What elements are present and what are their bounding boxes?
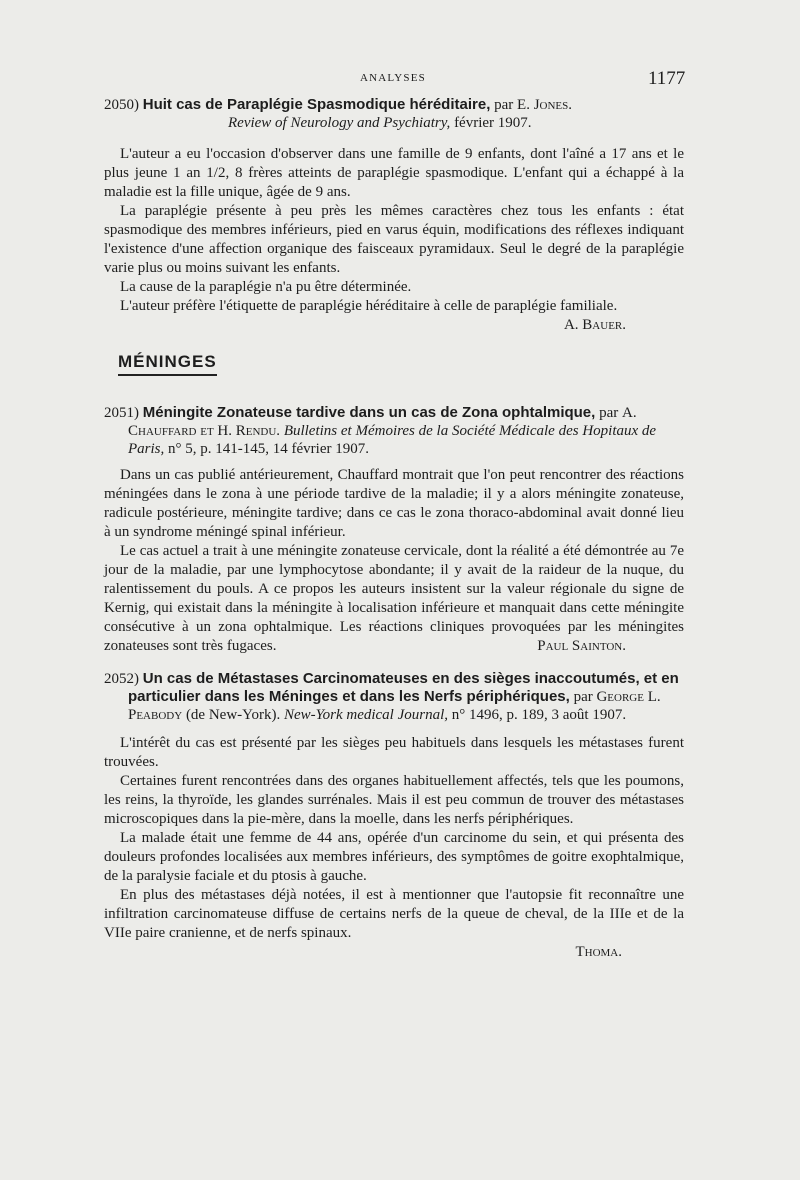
entry-title: Huit cas de Paraplégie Spasmodique héréditaire, [142,96,491,113]
authors: A. Chauffard et H. Rendu. [128,405,637,439]
paragraph: Dans un cas publié antérieurement, Chauffard montrait que l'on peut rencontrer des réactions méningées dans le zona à une période tardive de la maladie; il y a alors méningite zonateuse, radicule postérieure, méningite tardive; dans ce cas le zona thoraco-abdominal avait donné lieu à un syndrome méningé spinal inférieur. [104,467,684,540]
section-title: MÉNINGES [118,352,217,376]
author: George L. Peabody [128,689,661,723]
paragraph: L'intérêt du cas est présenté par les sièges peu habituels dans lesquels les métastases furent trouvées. [104,735,684,770]
running-head [0,70,800,92]
entry-number: 2050) [104,97,139,113]
paragraph: La cause de la paraplégie n'a pu être déterminée. [120,279,412,295]
paragraph: La malade était une femme de 44 ans, opérée d'un carcinome du sein, et qui présenta des douleurs profondes localisées aux membres inférieurs, des symptômes de goitre exophtalmique, de la paralysie faciale et du ptosis à gauche. [104,830,684,884]
paragraph-text: Le cas actuel a trait à une méningite zonateuse cervicale, dont la réalité a été démontrée au 7e jour de la maladie, par une lymphocytose abondante; il y avait de la raideur de la nuque, du ralentissement du pouls. A ce propos les auteurs insistent sur la valeur régionale du signe de Kernig, qui existait dans la méningite à localisation inférieure et manquait dans cette méningite consécutive à un zona ophtalmique. Les réactions cliniques provoquées par les méningites zonateuses sont très fugaces. [104,543,684,654]
entry-2050-heading [104,96,684,132]
reference: n° 5, p. 141-145, 14 février 1907. [164,441,369,457]
paragraph: L'auteur a eu l'occasion d'observer dans une famille de 9 enfants, dont l'aîné a 17 ans et le plus jeune 1 an 1/2, 8 frères atteints de paraplégie spasmodique. L'enfant qui a échappé à la maladie est la fille unique, âgée de 9 ans. [104,146,684,200]
page-content [104,96,684,962]
author-initial: E. [517,97,534,113]
entry-title: Un cas de Métastases Carcinomateuses en des sièges inaccoutumés, et en particulier dans les Méninges et dans les Nerfs périphériques, [128,670,679,705]
entry-2052-heading [104,670,684,724]
entry-2050 [104,96,684,333]
signature: Thoma. [575,944,622,960]
paragraph [104,542,684,656]
paragraph [104,297,684,333]
signature: A. Bauer. [563,317,626,333]
entry-2051 [104,404,684,656]
publication-date: février 1907. [450,115,532,131]
author-surname: Jones. [533,97,573,113]
paragraph: En plus des métastases déjà notées, il est à mentionner que l'autopsie fit reconnaître une infiltration carcinomateuse diffuse de certains nerfs de la queue de cheval, de la IIIe et de la VIIe paire cranienne, et de nerfs spinaux. [104,887,684,941]
entry-number: 2051) [104,405,139,421]
by-text: par [490,97,518,113]
section-heading-wrap [104,352,684,376]
reference: n° 1496, p. 189, 3 août 1907. [448,707,627,723]
by-text: par [595,405,622,421]
page-number: 1177 [648,68,686,89]
journal-name: Bulletins et Mémoires de la Société Médicale des Hopitaux de Paris, [128,423,657,457]
author-origin: (de New-York). [182,707,284,723]
paragraph: Certaines furent rencontrées dans des organes habituellement affectés, tels que les poumons, les reins, la thyroïde, les glandes surrénales. Mais il est peu commun de trouver des métastases microscopiques dans la pie-mère, dans la moelle, dans les nerfs périphériques. [104,773,684,827]
signature: Paul Sainton. [537,638,626,654]
entry-2052 [104,670,684,962]
journal-name: Review of Neurology and Psychiatry, [228,115,451,131]
journal-name: New-York medical Journal, [283,707,449,723]
running-title: ANALYSES [360,72,426,84]
entry-number: 2052) [104,671,139,687]
by-text: par [569,689,597,705]
paragraph-text: L'auteur préfère l'étiquette de paraplégie héréditaire à celle de paraplégie familiale. [120,298,618,314]
paragraph: La paraplégie présente à peu près les mêmes caractères chez tous les enfants : état spasmodique des membres inférieurs, pied en varus équin, modifications des réflexes indiquant l'existence d'une affection organique des faisceaux pyramidaux. Seul le degré de la paraplégie varie plus ou moins suivant les enfants. [104,203,684,276]
entry-title: Méningite Zonateuse tardive dans un cas de Zona ophtalmique, [142,404,596,421]
entry-2051-heading [104,404,684,458]
